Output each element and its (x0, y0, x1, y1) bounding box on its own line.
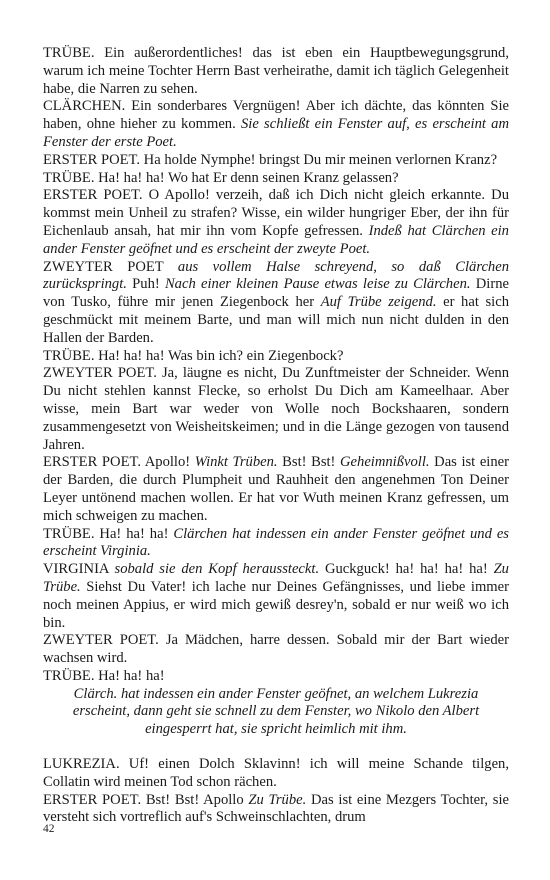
dialogue-paragraph (43, 792, 509, 828)
dialogue-paragraph (43, 454, 509, 525)
dialogue-text: er hat sich geschmückt mit meinem Barte, und man will mich nun nicht dulden in den Hallen der Barden. (43, 294, 509, 346)
dialogue-paragraph (43, 187, 509, 258)
dialogue-text: CLÄRCHEN. Ein sonderbares Vergnügen! Aber ich dächte, das könnten Sie haben, ohne hieher zu kommen. (43, 98, 509, 133)
dialogue-text: ERSTER POET. Apollo! (43, 454, 195, 471)
dialogue-text: TRÜBE. Ein außerordentliches! das ist eben ein Hauptbewegungsgrund, warum ich meine Tochter Herrn Bast verheirathe, damit ich täglich Gelegenheit habe, die Narren zu sehen. (43, 45, 509, 97)
dialogue-paragraph (43, 348, 509, 366)
dialogue-text: ERSTER POET. Ha holde Nymphe! bringst Du mir meinen verlornen Kranz? (43, 151, 498, 168)
page-body (43, 45, 509, 827)
dialogue-text: LUKREZIA. Uf! einen Dolch Sklavinn! ich will meine Schande tilgen, Collatin wird meinen Tod schon rächen. (43, 756, 509, 790)
dialogue-block-continued (43, 756, 509, 827)
dialogue-text: ERSTER POET. O Apollo! verzeih, daß ich Dich nicht gleich erkannte. Du kommst mein Unheil zu strafen? Wisse, ein wilder hungriger Eber, der ihn für Eichenlaub ansah, hat mir ihn vom Kopfe gefressen. (43, 187, 509, 239)
stage-direction-inline: Zu Trübe. (43, 561, 509, 595)
dialogue-text: Das ist einer der Barden, die durch Plumpheit und Rauhheit den angenehmen Ton Deiner Leyer untönend machen wollen. Er hat vor Wuth meinen Kranz gefressen, um mich schweigen zu machen. (43, 454, 509, 524)
dialogue-text: Guckguck! ha! ha! ha! ha! (319, 561, 494, 578)
page-number: 42 (43, 823, 55, 835)
dialogue-text: VIRGINIA (43, 561, 115, 578)
dialogue-paragraph (43, 365, 509, 454)
stage-direction-inline: Geheimnißvoll. (340, 454, 430, 471)
dialogue-paragraph (43, 259, 509, 348)
dialogue-text: ZWEYTER POET (43, 258, 178, 275)
stage-direction-inline: Zu Trübe. (248, 791, 307, 808)
stage-direction-inline: Nach einer kleinen Pause etwas leise zu Clärchen. (164, 276, 471, 293)
dialogue-text: Bst! Bst! (277, 454, 340, 471)
stage-direction-inline: sobald sie den Kopf heraussteckt. (114, 561, 320, 578)
dialogue-paragraph (43, 756, 509, 792)
stage-direction-inline: aus vollem Halse schreyend, so daß Clärchen zurückspringt. (43, 258, 509, 293)
dialogue-text: TRÜBE. Ha! ha! ha! Was bin ich? ein Ziegenbock? (43, 347, 344, 364)
dialogue-text: TRÜBE. Ha! ha! ha! (43, 667, 165, 684)
dialogue-paragraph (43, 45, 509, 98)
dialogue-paragraph (43, 170, 509, 188)
dialogue-text: Puh! (126, 276, 165, 293)
stage-direction-inline: Sie schließt ein Fenster auf, es erscheint am Fenster der erste Poet. (43, 116, 510, 150)
dialogue-paragraph (43, 526, 509, 562)
stage-direction-inline: Indeß hat Clärchen ein ander Fenster geöfnet und es erscheint der zweyte Poet. (43, 222, 509, 257)
dialogue-paragraph (43, 668, 509, 686)
dialogue-text: ERSTER POET. Bst! Bst! Apollo (43, 791, 249, 808)
dialogue-paragraph (43, 98, 509, 151)
dialogue-text: TRÜBE. Ha! ha! ha! Wo hat Er denn seinen Kranz gelassen? (43, 169, 399, 186)
dialogue-text: ZWEYTER POET. Ja, läugne es nicht, Du Zunftmeister der Schneider. Wenn Du nicht stehlen kannst Flecke, so erholst Du Dich am Kameelhaar. Aber wisse, mein Bart war weder von Wolle noch Bockshaaren, sondern zusammengesetzt von Weisheitskeimen; und in die Länge gezogen von tausend Jahren. (43, 365, 509, 453)
dialogue-text: TRÜBE. Ha! ha! ha! (43, 525, 174, 542)
dialogue-paragraph (43, 561, 509, 632)
stage-direction: Clärch. hat indessen ein ander Fenster geöfnet, an welchem Lukrezia erscheint, dann geht sie schnell zu dem Fenster, wo Nikolo den Albert eingesperrt hat, sie spricht heimlich mit ihm. (72, 685, 480, 738)
dialogue-text: Siehst Du Vater! ich lache nur Deines Gefängnisses, und liebe immer noch meinen Appius, er wird mich gewiß desrey'n, sobald er nur weiß wo ich bin. (43, 578, 509, 631)
dialogue-text: ZWEYTER POET. Ja Mädchen, harre dessen. Sobald mir der Bart wieder wachsen wird. (43, 632, 509, 667)
dialogue-block (43, 45, 509, 686)
paragraph-gap (43, 739, 509, 756)
stage-direction-inline: Winkt Trüben. (194, 454, 278, 471)
dialogue-text: Dirne von Tusko, führe mir jenen Ziegenbock her (43, 276, 509, 311)
dialogue-paragraph (43, 152, 509, 170)
dialogue-paragraph (43, 632, 509, 668)
dialogue-text: Das ist eine Mezgers Tochter, sie versteht sich vortreflich auf's Schweinschlachten, drum (43, 791, 509, 826)
stage-direction-inline: Auf Trübe zeigend. (320, 294, 437, 311)
stage-direction-inline: Clärchen hat indessen ein ander Fenster geöfnet und es erscheint Virginia. (43, 525, 509, 560)
